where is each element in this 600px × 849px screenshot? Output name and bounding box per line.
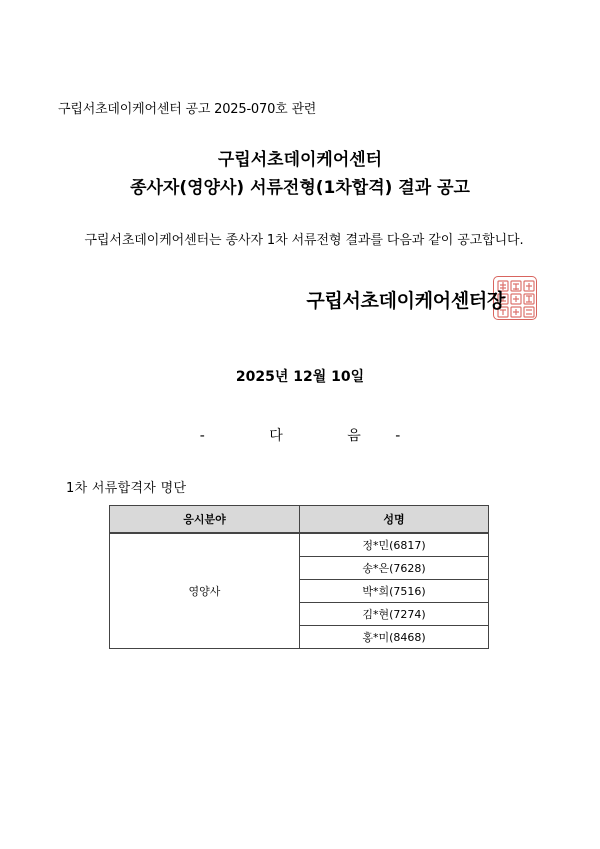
daeum-char-2: 음 bbox=[347, 428, 361, 444]
name-cell: 송*은(7628) bbox=[300, 557, 489, 580]
signer-name: 구립서초데이케어센터장 bbox=[306, 290, 505, 312]
daeum-char-1: 다 bbox=[269, 428, 283, 444]
dash-left: - bbox=[199, 428, 205, 444]
reference-line: 구립서초데이케어센터 공고 2025-070호 관련 bbox=[58, 102, 317, 117]
header-field: 응시분야 bbox=[110, 506, 300, 534]
announcement-date: 2025년 12월 10일 bbox=[235, 369, 365, 385]
intro-text: 구립서초데이케어센터는 종사자 1차 서류전형 결과를 다음과 같이 공고합니다. bbox=[84, 233, 524, 248]
list-title: 1차 서류합격자 명단 bbox=[66, 481, 187, 496]
field-cell: 영양사 bbox=[110, 533, 300, 649]
section-heading-daeum bbox=[0, 425, 600, 445]
table-header-row bbox=[110, 506, 489, 534]
header-name: 성명 bbox=[300, 506, 489, 534]
name-cell: 정*민(6817) bbox=[300, 533, 489, 557]
dash-right: - bbox=[395, 428, 401, 444]
results-table bbox=[109, 505, 489, 649]
name-cell: 홍*미(8468) bbox=[300, 626, 489, 649]
title-line-1: 구립서초데이케어센터 bbox=[217, 150, 383, 170]
name-cell: 김*현(7274) bbox=[300, 603, 489, 626]
table-row bbox=[110, 533, 489, 557]
name-cell: 박*희(7516) bbox=[300, 580, 489, 603]
document-title bbox=[0, 146, 600, 202]
title-line-2: 종사자(영양사) 서류전형(1차합격) 결과 공고 bbox=[130, 178, 470, 198]
